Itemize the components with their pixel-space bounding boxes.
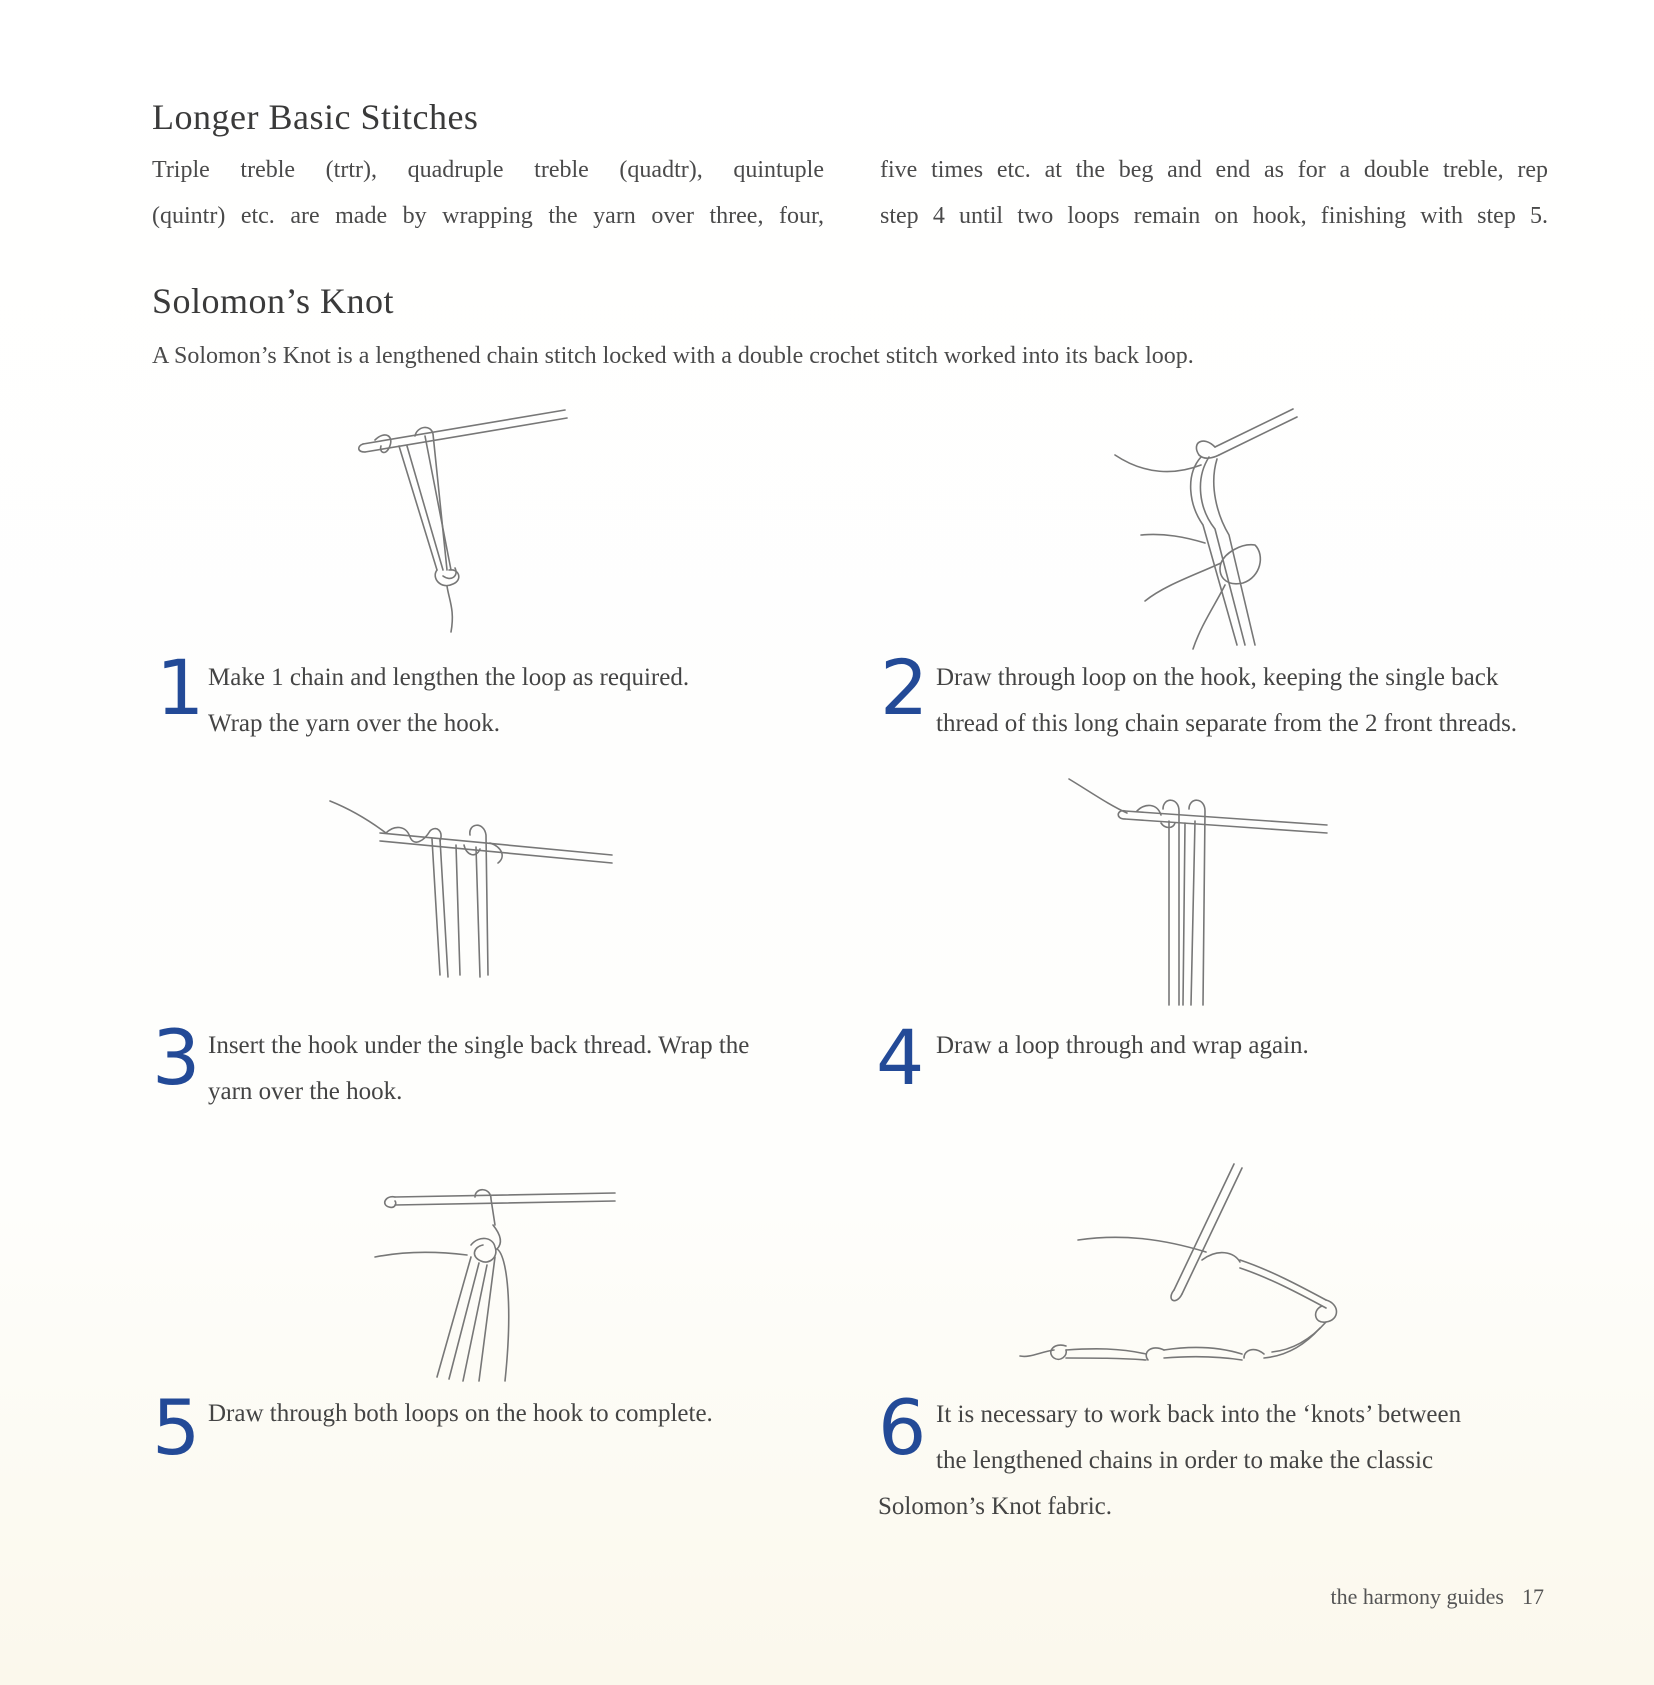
step-5-number: 5: [152, 1383, 201, 1472]
longer-right-line-2: step 4 until two loops remain on hook, finishing with step 5.: [880, 203, 1548, 229]
section-title-solomons-knot: Solomon’s Knot: [152, 281, 395, 321]
solomons-knot-intro: A Solomon’s Knot is a lengthened chain stitch locked with a double crochet stitch worked into its back loop.: [152, 343, 1194, 369]
step-3-illustration: [330, 795, 620, 985]
step-3-number: 3: [152, 1013, 201, 1102]
step-4-line-1: Draw a loop through and wrap again.: [936, 1032, 1309, 1059]
step-6-text: [878, 1383, 1598, 1530]
step-1-line-2: Wrap the yarn over the hook.: [208, 710, 500, 737]
longer-stitches-left-column: [152, 147, 824, 239]
section-title-longer-stitches: Longer Basic Stitches: [152, 97, 479, 137]
step-3-line-1: Insert the hook under the single back thread. Wrap the: [208, 1032, 750, 1059]
step-6-line-3: Solomon’s Knot fabric.: [878, 1493, 1113, 1520]
longer-right-line-1: five times etc. at the beg and end as for a double treble, rep: [880, 157, 1548, 183]
step-6-line-1: It is necessary to work back into the ‘knots’ between: [936, 1401, 1462, 1428]
step-2-text: [936, 655, 1576, 747]
step-2-illustration: [1105, 405, 1315, 650]
step-2-line-1: Draw through loop on the hook, keeping the single back: [936, 664, 1499, 691]
footer-guide-title: the harmony guides: [1330, 1584, 1504, 1609]
hand-holding-loop-icon: [1105, 405, 1315, 650]
step-3-text: [208, 1023, 838, 1115]
knot-fabric-chain-icon: [1010, 1160, 1370, 1360]
step-6-illustration: [1010, 1160, 1370, 1360]
page-footer: [1330, 1584, 1544, 1610]
hook-two-loops-icon: [1065, 775, 1335, 1010]
step-6-number: 6: [878, 1383, 927, 1472]
step-5-illustration: [375, 1185, 625, 1385]
hook-under-back-thread-icon: [330, 795, 620, 985]
completed-knot-icon: [375, 1185, 625, 1385]
step-1-number: 1: [156, 643, 205, 732]
step-1-illustration: [355, 400, 575, 645]
step-4-text: [936, 1023, 1576, 1069]
longer-left-line-1: Triple treble (trtr), quadruple treble (quadtr), quintuple: [152, 157, 824, 183]
longer-stitches-right-column: [880, 147, 1548, 239]
step-2-number: 2: [880, 643, 929, 732]
step-4-number: 4: [876, 1013, 925, 1102]
step-6-line-2: the lengthened chains in order to make the classic: [936, 1447, 1434, 1474]
step-1-line-1: Make 1 chain and lengthen the loop as required.: [208, 664, 690, 691]
page-number: 17: [1522, 1584, 1544, 1609]
step-4-illustration: [1065, 775, 1335, 1010]
step-3-line-2: yarn over the hook.: [208, 1078, 403, 1105]
step-1-text: [208, 655, 828, 747]
longer-left-line-2: (quintr) etc. are made by wrapping the yarn over three, four,: [152, 203, 824, 229]
step-5-line-1: Draw through both loops on the hook to complete.: [208, 1400, 713, 1427]
step-2-line-2: thread of this long chain separate from the 2 front threads.: [936, 710, 1518, 737]
step-5-text: [208, 1391, 848, 1437]
hook-long-loop-icon: [355, 400, 575, 645]
